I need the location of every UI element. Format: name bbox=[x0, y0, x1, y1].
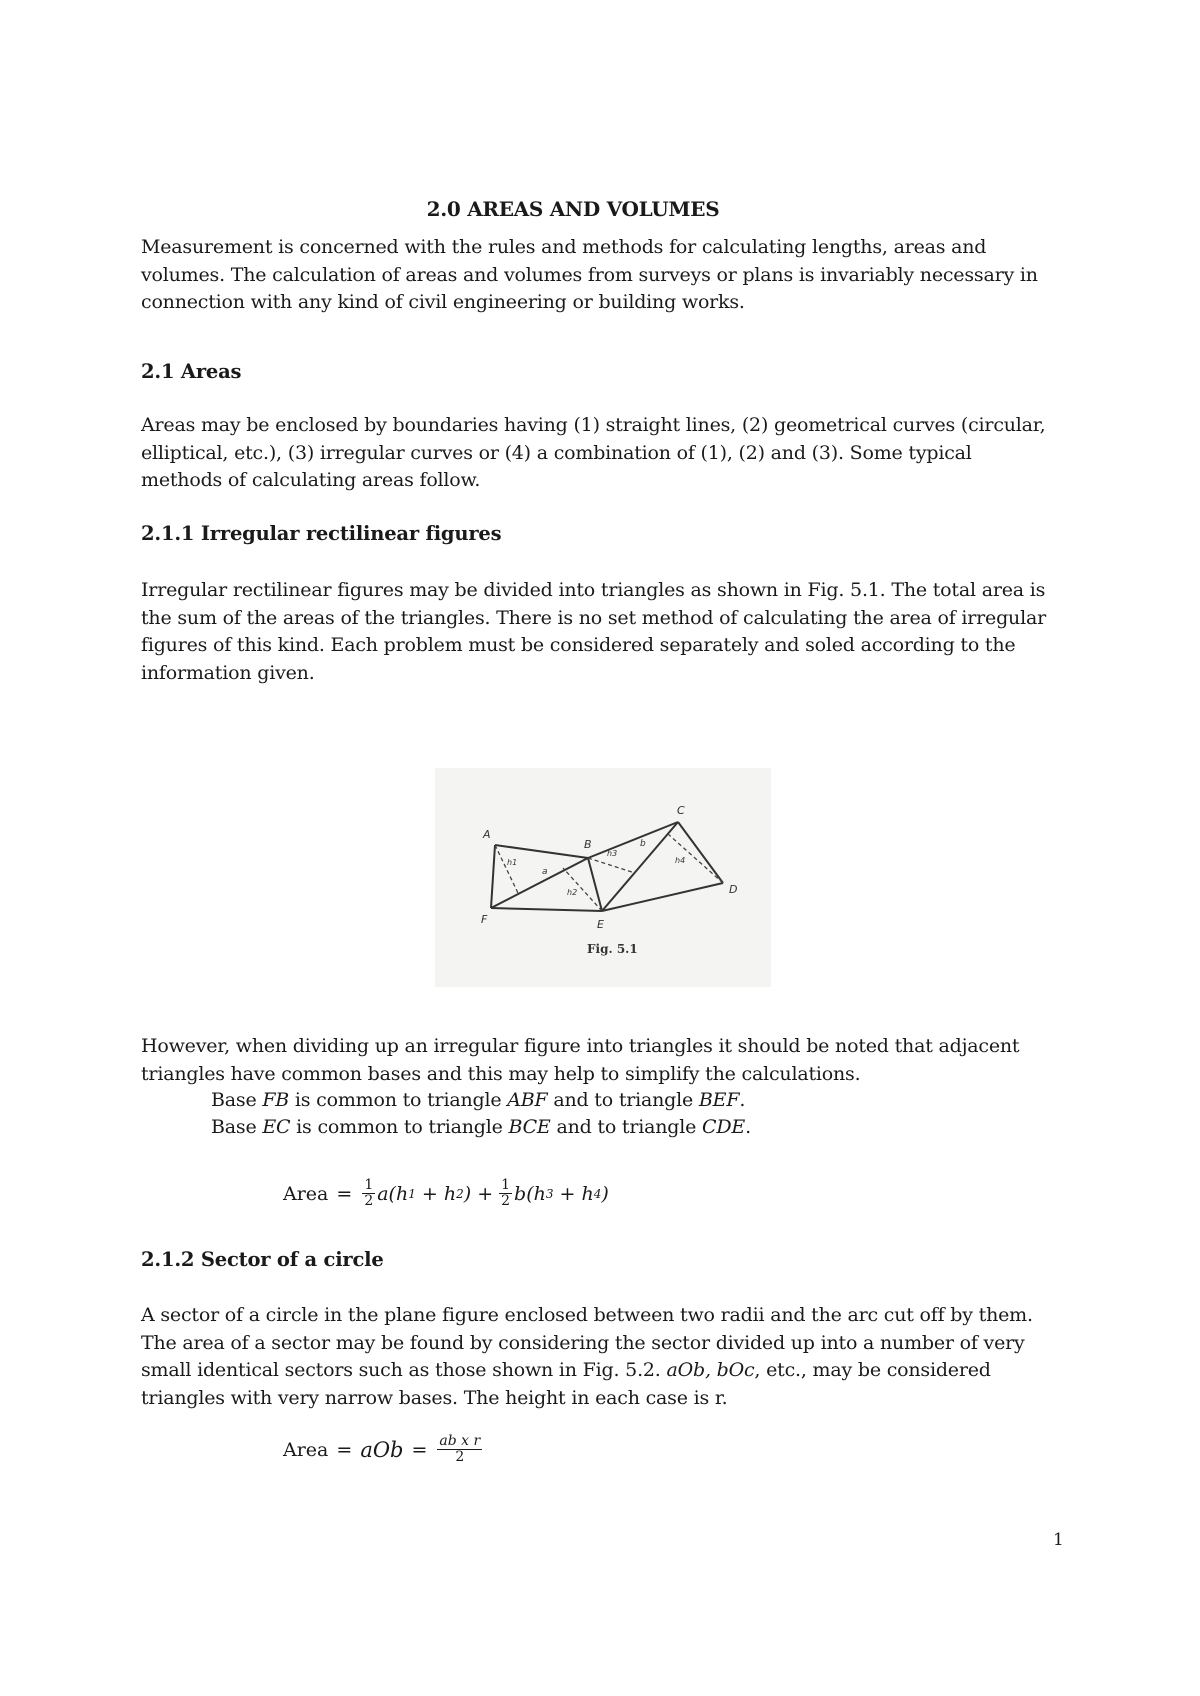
sector-paragraph bbox=[141, 1302, 1061, 1412]
edge-EC bbox=[602, 822, 678, 911]
vertex-label-E: E bbox=[597, 918, 604, 931]
page-title: 2.0 AREAS AND VOLUMES bbox=[426, 197, 720, 221]
fraction-half: $\frac{1}{2}$ bbox=[501, 1177, 511, 1209]
paragraph-line: information given. bbox=[141, 661, 315, 684]
paragraph-line: The area of a sector may be found by considering the sector divided up into a number of very bbox=[141, 1331, 1025, 1354]
height-h1 bbox=[495, 845, 518, 893]
figure-caption: Fig. 5.1 bbox=[587, 942, 638, 956]
edge-AB bbox=[495, 845, 588, 858]
vertex-label-D: D bbox=[729, 883, 738, 896]
vertex-label-A: A bbox=[483, 828, 491, 841]
intro-line: Measurement is concerned with the rules and methods for calculating lengths, areas and bbox=[141, 236, 987, 258]
paragraph-line: the sum of the areas of the triangles. There is no set method of calculating the area of irregular bbox=[141, 606, 1046, 629]
paragraph-line: triangles have common bases and this may help to simplify the calculations. bbox=[141, 1062, 861, 1085]
section-heading-sector: 2.1.2 Sector of a circle bbox=[141, 1248, 384, 1271]
intro-paragraph bbox=[141, 234, 1061, 317]
edge-FB bbox=[491, 858, 588, 908]
base-label-b: b bbox=[640, 839, 646, 849]
edge-FE bbox=[491, 908, 602, 911]
area-equation-sector: Area = aOb = $\frac{\text{ab x r}}{2}$ bbox=[283, 1433, 481, 1465]
base-fb-statement: Base FB is common to triangle ABF and to triangle BEF. bbox=[211, 1089, 746, 1111]
paragraph-line: figures of this kind. Each problem must be considered separately and soled according to the bbox=[141, 634, 1016, 657]
intro-line: connection with any kind of civil engineering or building works. bbox=[141, 291, 745, 314]
section-heading-irregular-rectilinear: 2.1.1 Irregular rectilinear figures bbox=[141, 522, 502, 545]
fraction-half: $\frac{1}{2}$ bbox=[364, 1177, 374, 1209]
page-number: 1 bbox=[1053, 1530, 1064, 1550]
paragraph-line: methods of calculating areas follow. bbox=[141, 469, 481, 492]
common-bases-paragraph bbox=[141, 1033, 1061, 1088]
paragraph-line: triangles with very narrow bases. The height in each case is r. bbox=[141, 1386, 728, 1409]
base-label-a: a bbox=[542, 867, 548, 877]
section-heading-areas: 2.1 Areas bbox=[141, 360, 242, 383]
height-h3 bbox=[588, 858, 635, 873]
paragraph-line: elliptical, etc.), (3) irregular curves or (4) a combination of (1), (2) and (3). Some typical bbox=[141, 441, 972, 464]
edge-CD bbox=[678, 822, 723, 883]
paragraph-line: However, when dividing up an irregular figure into triangles it should be noted that adjacent bbox=[141, 1035, 1020, 1057]
paragraph-line: Irregular rectilinear figures may be divided into triangles as shown in Fig. 5.1. The total area is bbox=[141, 579, 1046, 601]
vertex-label-C: C bbox=[677, 804, 685, 817]
edge-BC bbox=[588, 822, 678, 858]
area-equation-triangles: Area = $\frac{1}{2}$ a(h 1 + h 2 ) + $\frac{1}{2}$ b(h 3 + h 4 ) bbox=[283, 1177, 609, 1209]
height-label-h4: h4 bbox=[675, 856, 686, 865]
paragraph-line: Areas may be enclosed by boundaries having (1) straight lines, (2) geometrical curves (circular, bbox=[141, 414, 1046, 436]
base-ec-statement: Base EC is common to triangle BCE and to triangle CDE. bbox=[211, 1116, 751, 1138]
edge-AF bbox=[491, 845, 495, 908]
triangulated-figure-diagram bbox=[435, 768, 771, 987]
intro-line: volumes. The calculation of areas and volumes from surveys or plans is invariably necessary in bbox=[141, 263, 1038, 286]
edge-ED bbox=[602, 883, 723, 911]
height-label-h3: h3 bbox=[607, 849, 618, 858]
figure-5-1 bbox=[435, 768, 771, 987]
areas-paragraph bbox=[141, 412, 1061, 495]
height-label-h1: h1 bbox=[507, 858, 518, 867]
height-label-h2: h2 bbox=[567, 888, 578, 897]
vertex-label-B: B bbox=[584, 838, 592, 851]
fraction-abr-over-2: $\frac{\text{ab x r}}{2}$ bbox=[439, 1433, 481, 1465]
paragraph-line: small identical sectors such as those shown in Fig. 5.2. aOb, bOc, etc., may be considered bbox=[141, 1359, 991, 1382]
paragraph-line: A sector of a circle in the plane figure enclosed between two radii and the arc cut off by them. bbox=[141, 1304, 1033, 1326]
irregular-paragraph bbox=[141, 577, 1061, 687]
vertex-label-F: F bbox=[481, 913, 488, 926]
